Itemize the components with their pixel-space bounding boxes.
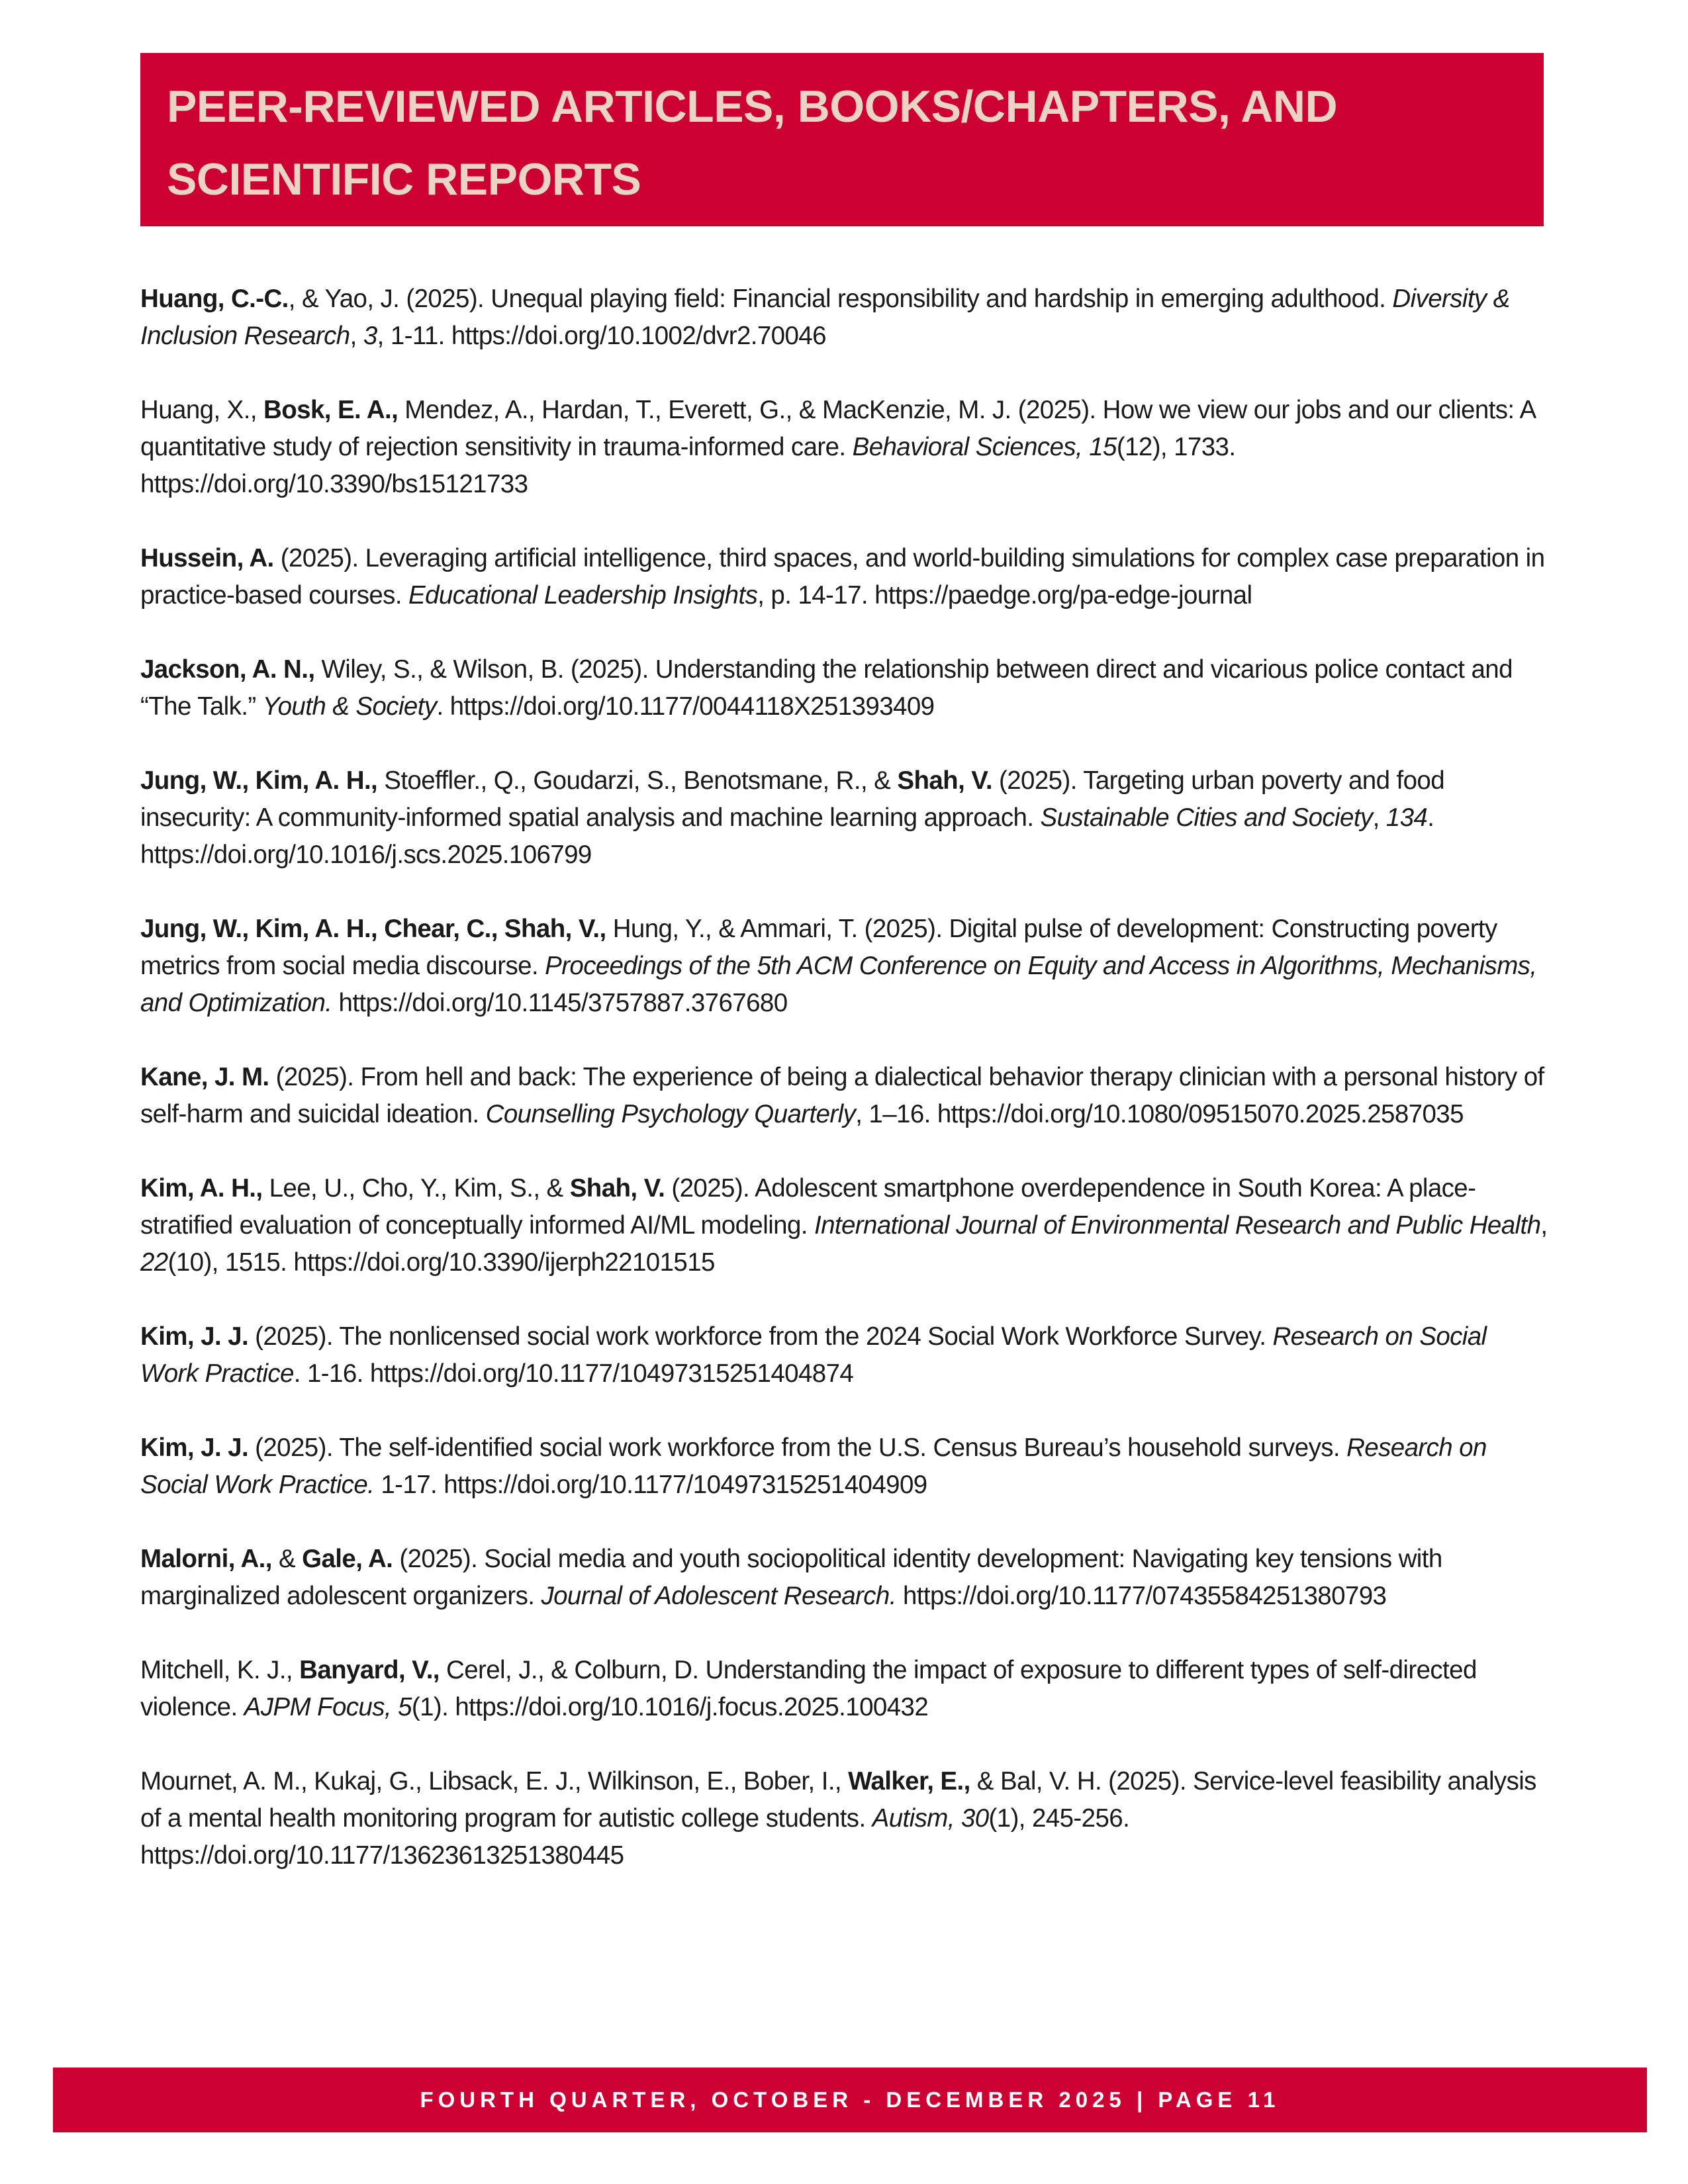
- reference-entry: [140, 1541, 1549, 1615]
- publication-title: Research on Social Work Practice: [140, 1322, 1487, 1388]
- footer-text: FOURTH QUARTER, OCTOBER - DECEMBER 2025 | PAGE 11: [420, 2087, 1280, 2112]
- citation-text: Mendez, A., Hardan, T., Everett, G., & MacKenzie, M. J. (2025). How we view our jobs and our clients: A quantitative study of rejection sensitivity in trauma-informed care.: [140, 396, 1535, 461]
- citation-text: Mournet, A. M., Kukaj, G., Libsack, E. J., Wilkinson, E., Bober, I.,: [140, 1767, 849, 1796]
- citation-text: , 1–16. https://doi.org/10.1080/09515070.2025.2587035: [855, 1100, 1464, 1128]
- citation-text: (10), 1515. https://doi.org/10.3390/ijerph22101515: [167, 1248, 715, 1277]
- author-name: Bosk, E. A.,: [263, 396, 399, 424]
- author-name: Shah, V.: [897, 766, 992, 795]
- author-name: Gale, A.: [302, 1545, 393, 1573]
- reference-entry: [140, 1430, 1549, 1504]
- reference-entry: [140, 1170, 1549, 1281]
- publication-title: 134: [1385, 803, 1428, 832]
- citation-text: Stoeffler., Q., Goudarzi, S., Benotsmane, R., &: [377, 766, 898, 795]
- author-name: Jackson, A. N.,: [140, 655, 315, 684]
- citation-text: 1-17. https://doi.org/10.1177/10497315251404909: [374, 1471, 927, 1499]
- publication-title: Journal of Adolescent Research.: [541, 1582, 896, 1610]
- publication-title: AJPM Focus, 5: [244, 1693, 412, 1721]
- reference-entry: [140, 911, 1549, 1022]
- citation-text: . https://doi.org/10.1016/j.scs.2025.106799: [140, 803, 1434, 869]
- reference-entry: [140, 1318, 1549, 1392]
- citation-text: ,: [350, 322, 363, 350]
- publication-title: 22: [140, 1248, 168, 1277]
- reference-entry: [140, 540, 1549, 614]
- citation-text: &: [271, 1545, 303, 1573]
- citation-text: . 1-16. https://doi.org/10.1177/10497315251404874: [293, 1359, 854, 1388]
- author-name: Banyard, V.,: [299, 1656, 440, 1684]
- publication-title: Diversity & Inclusion Research: [140, 285, 1510, 350]
- author-name: Shah, V.: [569, 1174, 665, 1203]
- section-title: PEER-REVIEWED ARTICLES, BOOKS/CHAPTERS, AND SCIENTIFIC REPORTS: [167, 81, 1338, 205]
- publication-title: Autism, 30: [872, 1804, 989, 1833]
- author-name: Walker, E.,: [848, 1767, 970, 1796]
- citation-text: (2025). From hell and back: The experience of being a dialectical behavior therapy clinician with a personal history of self-harm and suicidal ideation.: [140, 1063, 1544, 1128]
- citation-text: Wiley, S., & Wilson, B. (2025). Understanding the relationship between direct and vicarious police contact and “The Talk.”: [140, 655, 1513, 721]
- citation-text: (1), 245-256. https://doi.org/10.1177/13623613251380445: [140, 1804, 1130, 1870]
- citation-text: Mitchell, K. J.,: [140, 1656, 300, 1684]
- publication-title: 3: [363, 322, 377, 350]
- citation-text: Huang, X.,: [140, 396, 264, 424]
- publication-title: Educational Leadership Insights: [408, 581, 758, 610]
- citation-text: & Bal, V. H. (2025). Service-level feasibility analysis of a mental health monitoring program for autistic college students.: [140, 1767, 1536, 1833]
- publication-title: International Journal of Environmental Research and Public Health: [814, 1211, 1541, 1240]
- citation-text: (2025). Adolescent smartphone overdependence in South Korea: A place-stratified evaluation of conceptually informed AI/ML modeling.: [140, 1174, 1476, 1240]
- citation-text: , p. 14-17. https://paedge.org/pa-edge-journal: [757, 581, 1252, 610]
- author-name: Hussein, A.: [140, 544, 274, 572]
- citation-text: (2025). Leveraging artificial intelligence, third spaces, and world-building simulations for complex case preparation in practice-based courses.: [140, 544, 1545, 610]
- publication-title: Proceedings of the 5th ACM Conference on Equity and Access in Algorithms, Mechanisms, and Optimization.: [140, 952, 1537, 1017]
- citation-text: Lee, U., Cho, Y., Kim, S., &: [262, 1174, 570, 1203]
- citation-text: ,: [1540, 1211, 1548, 1240]
- citation-text: https://doi.org/10.1145/3757887.3767680: [332, 989, 788, 1017]
- reference-entry: [140, 392, 1549, 503]
- citation-text: ,: [1372, 803, 1386, 832]
- author-name: Jung, W., Kim, A. H., Chear, C., Shah, V.,: [140, 915, 606, 943]
- publication-title: Research on Social Work Practice.: [140, 1433, 1487, 1499]
- page-footer: [53, 2068, 1647, 2132]
- citation-text: . https://doi.org/10.1177/0044118X251393409: [436, 692, 935, 721]
- citation-text: (12), 1733. https://doi.org/10.3390/bs15121733: [140, 433, 1236, 498]
- publication-title: Sustainable Cities and Society: [1040, 803, 1373, 832]
- reference-entry: [140, 1763, 1549, 1874]
- author-name: Kane, J. M.: [140, 1063, 269, 1091]
- reference-entry: [140, 651, 1549, 725]
- reference-entry: [140, 1652, 1549, 1726]
- section-header-banner: [140, 53, 1544, 226]
- author-name: Huang, C.-C.: [140, 285, 289, 313]
- citation-text: (2025). Targeting urban poverty and food insecurity: A community-informed spatial analysis and machine learning approach.: [140, 766, 1445, 832]
- citation-text: (2025). The self-identified social work workforce from the U.S. Census Bureau’s household surveys.: [248, 1433, 1347, 1462]
- author-name: Kim, J. J.: [140, 1433, 249, 1462]
- citation-text: Cerel, J., & Colburn, D. Understanding the impact of exposure to different types of self-directed violence.: [140, 1656, 1477, 1721]
- reference-entry: [140, 1059, 1549, 1133]
- author-name: Kim, J. J.: [140, 1322, 249, 1351]
- author-name: Kim, A. H.,: [140, 1174, 263, 1203]
- author-name: Malorni, A.,: [140, 1545, 272, 1573]
- reference-list: [140, 281, 1549, 1911]
- citation-text: (1). https://doi.org/10.1016/j.focus.2025.100432: [411, 1693, 929, 1721]
- citation-text: (2025). The nonlicensed social work workforce from the 2024 Social Work Workforce Survey.: [248, 1322, 1273, 1351]
- publication-title: Behavioral Sciences, 15: [852, 433, 1117, 461]
- citation-text: https://doi.org/10.1177/07435584251380793: [896, 1582, 1387, 1610]
- reference-entry: [140, 281, 1549, 355]
- citation-text: Hung, Y., & Ammari, T. (2025). Digital pulse of development: Constructing poverty metrics from social media discourse.: [140, 915, 1497, 980]
- publication-title: Counselling Psychology Quarterly: [485, 1100, 856, 1128]
- reference-entry: [140, 762, 1549, 874]
- publication-title: Youth & Society: [262, 692, 437, 721]
- author-name: Jung, W., Kim, A. H.,: [140, 766, 378, 795]
- citation-text: , & Yao, J. (2025). Unequal playing field: Financial responsibility and hardship in emerging adulthood.: [288, 285, 1393, 313]
- citation-text: (2025). Social media and youth sociopolitical identity development: Navigating key tensions with marginalized adolescent organizers.: [140, 1545, 1442, 1610]
- citation-text: , 1-11. https://doi.org/10.1002/dvr2.70046: [377, 322, 826, 350]
